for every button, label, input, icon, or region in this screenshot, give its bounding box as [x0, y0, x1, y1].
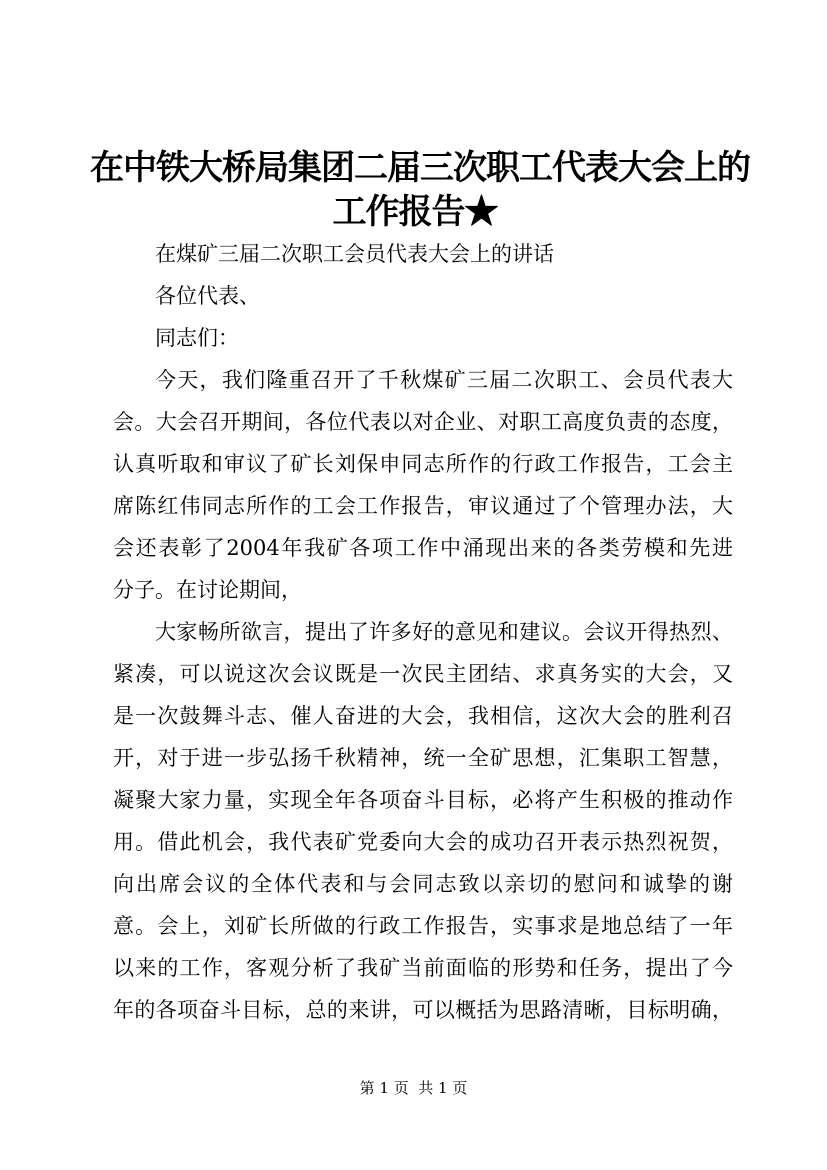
- body-line: 认真听取和审议了矿长刘保申同志所作的行政工作报告，工会主: [113, 452, 733, 476]
- body-line: 席陈红伟同志所作的工会工作报告，审议通过了个管理办法，大: [113, 494, 733, 518]
- body-line: 向出席会议的全体代表和与会同志致以亲切的慰问和诚挚的谢: [113, 872, 733, 896]
- body-line: 会还表彰了2004年我矿各项工作中涌现出来的各类劳模和先进: [113, 536, 733, 560]
- body-line: 同志们：: [155, 326, 239, 350]
- body-line: 会。大会召开期间，各位代表以对企业、对职工高度负责的态度，: [113, 410, 733, 434]
- body-line: 开，对于进一步弘扬千秋精神，统一全矿思想，汇集职工智慧，: [113, 746, 733, 770]
- body-line: 用。借此机会，我代表矿党委向大会的成功召开表示热烈祝贺，: [113, 830, 733, 854]
- body-line: 是一次鼓舞斗志、催人奋进的大会，我相信，这次大会的胜利召: [113, 704, 733, 728]
- document-title-line-1: 在中铁大桥局集团二届三次职工代表大会上的: [90, 148, 750, 188]
- body-line: 今天，我们隆重召开了千秋煤矿三届二次职工、会员代表大: [155, 368, 733, 392]
- body-line: 各位代表、: [155, 284, 260, 308]
- body-line: 意。会上，刘矿长所做的行政工作报告，实事求是地总结了一年: [113, 914, 733, 938]
- body-line: 分子。在讨论期间，: [113, 578, 302, 602]
- page-footer: 第 1 页 共 1 页: [359, 1079, 468, 1097]
- body-line: 凝聚大家力量，实现全年各项奋斗目标，必将产生积极的推动作: [113, 788, 733, 812]
- body-line: 年的各项奋斗目标，总的来讲，可以概括为思路清晰，目标明确，: [113, 998, 733, 1022]
- body-line: 紧凑，可以说这次会议既是一次民主团结、求真务实的大会，又: [113, 662, 733, 686]
- body-line: 大家畅所欲言，提出了许多好的意见和建议。会议开得热烈、: [155, 620, 733, 644]
- body-line: 以来的工作，客观分析了我矿当前面临的形势和任务，提出了今: [113, 956, 733, 980]
- body-line: 在煤矿三届二次职工会员代表大会上的讲话: [155, 242, 554, 266]
- document-title-line-2: 工作报告★: [332, 192, 498, 232]
